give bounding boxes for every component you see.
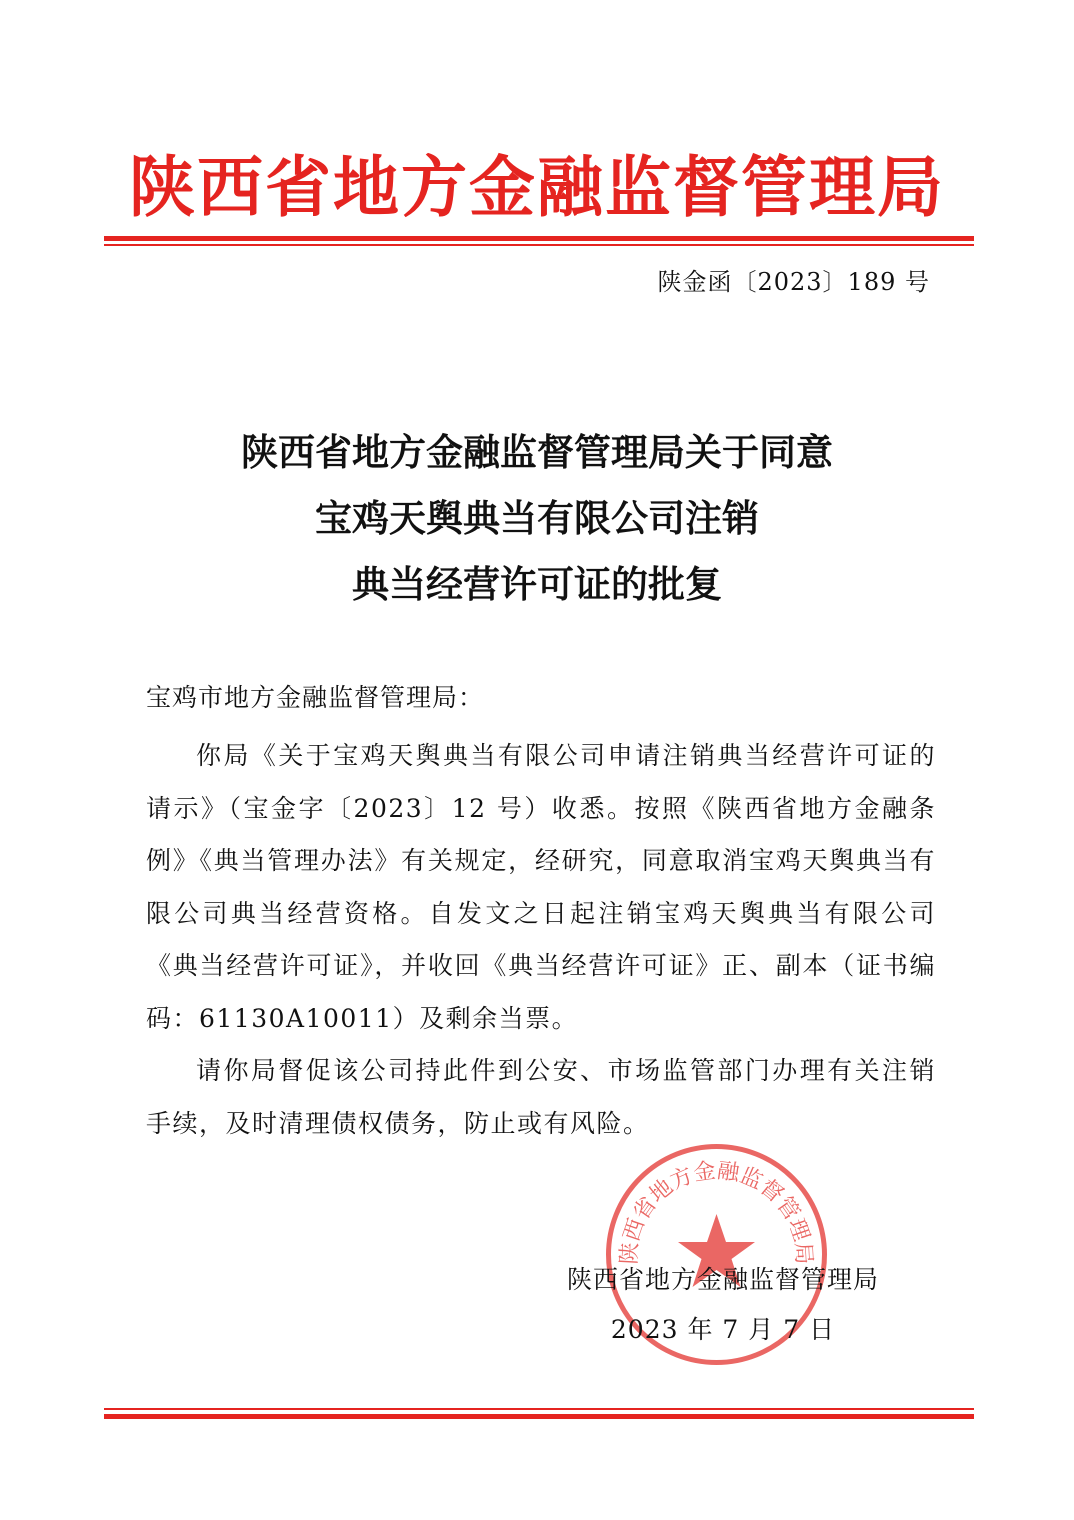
footer-rule-thick bbox=[104, 1414, 974, 1419]
addressee: 宝鸡市地方金融监督管理局： bbox=[146, 683, 485, 712]
document-title bbox=[0, 420, 1074, 618]
header-rule-thin bbox=[104, 244, 974, 246]
body-paragraph: 请你局督促该公司持此件到公安、市场监管部门办理有关注销手续，及时清理债权债务，防止或有风险。 bbox=[146, 1056, 936, 1138]
footer-rule-thin bbox=[104, 1408, 974, 1410]
document-title-line: 宝鸡天舆典当有限公司注销 bbox=[315, 497, 759, 540]
issuer-header-title: 陕西省地方金融监督管理局 bbox=[129, 149, 945, 226]
header-rule-thick bbox=[104, 236, 974, 241]
body-text bbox=[146, 730, 936, 1150]
document-title-line: 陕西省地方金融监督管理局关于同意 bbox=[241, 431, 833, 474]
signature-block bbox=[553, 1255, 893, 1355]
seal-text: 陕西省地方金融监督管理局 bbox=[617, 1158, 816, 1266]
signature-issuer: 陕西省地方金融监督管理局 bbox=[566, 1265, 879, 1294]
document-number: 陕金函〔2023〕189 号 bbox=[657, 268, 930, 296]
body-paragraph: 你局《关于宝鸡天舆典当有限公司申请注销典当经营许可证的请示》（宝金字〔2023〕12 号）收悉。按照《陕西省地方金融条例》《典当管理办法》有关规定，经研究，同意取消宝鸡天舆典当有限公司典当经营资格。自发文之日起注销宝鸡天舆典当有限公司《典当经营许可证》，并收回《典当经营许可证》正、副本（证书编码：61130A10011）及剩余当票。 bbox=[146, 741, 936, 1033]
signature-date: 2023 年 7 月 7 日 bbox=[610, 1315, 836, 1344]
document-title-line: 典当经营许可证的批复 bbox=[352, 563, 722, 606]
